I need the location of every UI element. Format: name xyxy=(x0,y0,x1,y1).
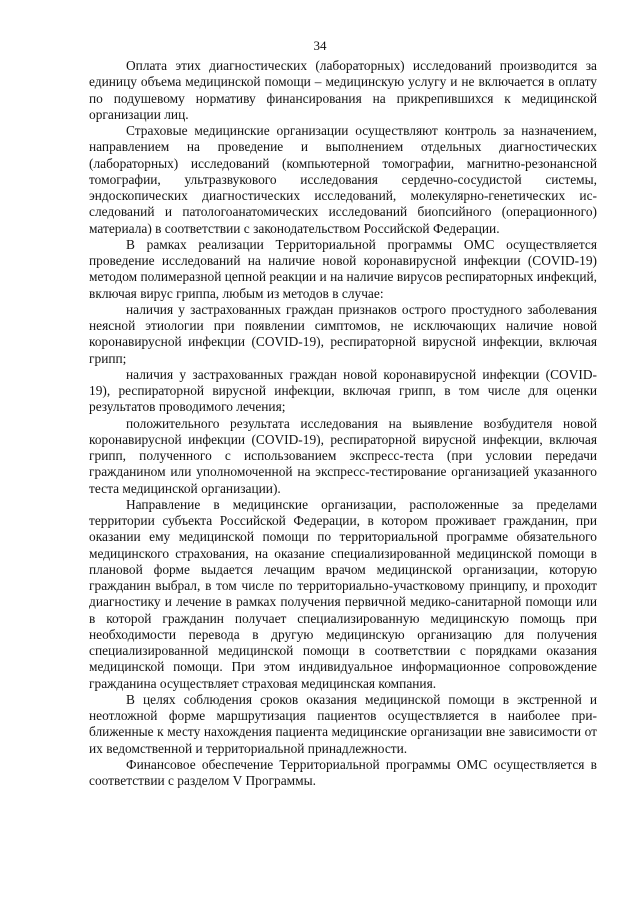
paragraph-referral: Направление в медицинские организации, расположенные за пределами территории субъекта Российской Федерации, в котором проживает гражданин, при оказании ему медицинской помощи по территориальной программе обязательного медицинского страхования, на оказание специализированной медицинской помощи в плановой форме выдается лечащим врачом медицинской организации, которую гражданин выбрал, в том числе по территориально-участковому принципу, и проходит диагностику и лечение в рамках получения первичной медико-санитарной помощи или в которой гражданин получает специализированную медицинскую помощь при необходимости перевода в другую медицинскую организацию для получения специализированной медицинской помощи в соответствии с порядками оказания медицинской помощи. При этом индивидуальное информационное сопровождение гражданина осуществляет страховая медицинская компания. xyxy=(89,496,597,691)
paragraph-case-symptoms: наличия у застрахованных граждан признаков острого простудного заболевания неясной этиологии при появлении симптомов, не исключающих наличие новой коронавирусной инфекции (COVID-19), респираторной вирусной инфекции, включая грипп; xyxy=(89,301,597,366)
paragraph-case-rapid-test: положительного результата исследования на выявление возбудителя новой коронавирусной инфекции (COVID-19), респираторной вирусной инфекции, включая грипп, полученного с использованием экспресс-теста (при условии передачи гражданином или уполномоченной на экспресс-тестирование организацией указанного теста медицинской организации). xyxy=(89,415,597,496)
paragraph-insurance-control: Страховые медицинские организации осуществляют контроль за назначением, направлением на проведение и выполнением отдельных диагностических (лабораторных) исследований (компьютерной томографии, магнитно-резонансной томографии, ультразвукового исследования сердечно-сосудистой системы, эндоскопических диагностических исследований, молекулярно-генетических исследований и патологоанатомических исследований биопсийного (операционного) материала) в соответствии с законодательством Российской Федерации. xyxy=(89,123,597,236)
paragraph-covid-testing: В рамках реализации Территориальной программы ОМС осуществляется проведение исследований на наличие новой коронавирусной инфекции (COVID-19) методом полимеразной цепной реакции и на наличие вирусов респираторных инфекций, включая вирус гриппа, любым из методов в случае: xyxy=(89,236,597,301)
paragraph-case-infection: наличия у застрахованных граждан новой коронавирусной инфекции (COVID-19), респираторной вирусной инфекции, включая грипп, в том числе для оценки результатов проводимого лечения; xyxy=(89,366,597,415)
page-number: 34 xyxy=(313,38,327,53)
document-body xyxy=(89,58,597,789)
paragraph-emergency-routing: В целях соблюдения сроков оказания медицинской помощи в экстренной и неотложной форме маршрутизация пациентов осуществляется в наиболее приближенные к месту нахождения пациента медицинские организации вне зависимости от их ведомственной и территориальной принадлежности. xyxy=(89,691,597,756)
paragraph-lab-payment: Оплата этих диагностических (лабораторных) исследований производится за единицу объема медицинской помощи – медицинскую услугу и не включается в оплату по подушевому нормативу финансирования на прикрепившихся к медицинской организации лиц. xyxy=(89,58,597,122)
paragraph-financing: Финансовое обеспечение Территориальной программы ОМС осуществляется в соответствии с разделом V Программы. xyxy=(89,756,597,788)
